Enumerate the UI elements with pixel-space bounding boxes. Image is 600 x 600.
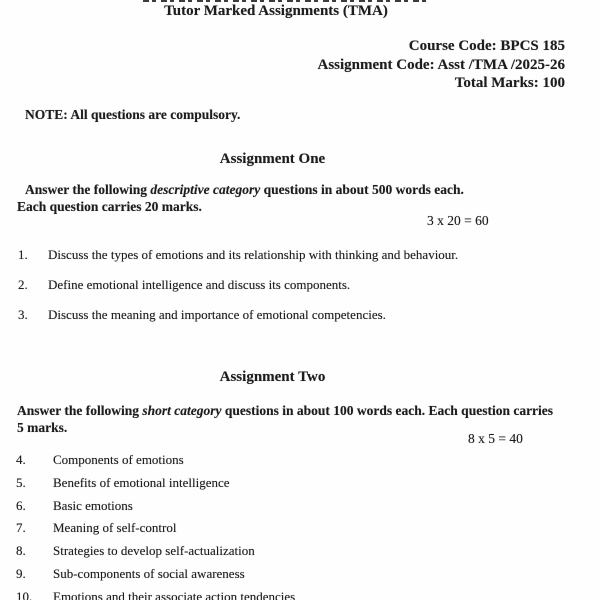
instruction-prefix: Answer the following bbox=[17, 403, 143, 418]
question-number: 2. bbox=[18, 277, 28, 292]
question-item bbox=[16, 566, 576, 589]
question-text: Strategies to develop self-actualization bbox=[53, 543, 255, 559]
course-code: Course Code: BPCS 185 bbox=[408, 38, 565, 54]
question-number: 5. bbox=[16, 474, 26, 490]
instruction-italic-phrase: descriptive category bbox=[150, 182, 261, 197]
assignment-code: Assignment Code: Asst /TMA /2025-26 bbox=[317, 56, 565, 73]
question-item bbox=[16, 589, 576, 600]
instruction-italic-phrase: short category bbox=[142, 403, 222, 418]
assignment-two-marks-formula: 8 x 5 = 40 bbox=[468, 431, 523, 446]
assignment-one-question-list bbox=[18, 247, 578, 337]
question-item bbox=[18, 247, 578, 263]
instruction-prefix: Answer the following bbox=[25, 182, 151, 197]
assignment-one-heading: Assignment One bbox=[219, 151, 326, 167]
question-text: Sub-components of social awareness bbox=[53, 565, 245, 581]
question-number: 3. bbox=[18, 307, 28, 322]
question-text: Discuss the types of emotions and its relationship with thinking and behaviour. bbox=[48, 247, 459, 262]
instruction-line1-rest: questions in about 500 words each. bbox=[260, 182, 464, 197]
instruction-line2: 5 marks. bbox=[17, 420, 68, 435]
compulsory-note: NOTE: All questions are compulsory. bbox=[25, 107, 241, 122]
question-text: Basic emotions bbox=[53, 497, 133, 513]
question-number: 1. bbox=[18, 247, 28, 262]
question-number: 9. bbox=[16, 565, 26, 581]
question-item bbox=[16, 520, 576, 543]
assignment-two-heading: Assignment Two bbox=[219, 369, 326, 385]
cropped-header-line bbox=[143, 0, 427, 2]
question-item bbox=[16, 452, 576, 475]
question-text: Define emotional intelligence and discuss its components. bbox=[48, 277, 351, 292]
document-title: Tutor Marked Assignments (TMA) bbox=[164, 3, 388, 19]
question-item bbox=[16, 498, 576, 521]
instruction-line1-rest: questions in about 100 words each. Each question carries bbox=[221, 403, 554, 418]
course-meta-block bbox=[0, 37, 565, 93]
question-item bbox=[16, 475, 576, 498]
question-number: 6. bbox=[16, 497, 26, 513]
question-item bbox=[18, 307, 578, 323]
question-number: 7. bbox=[16, 520, 26, 536]
question-number: 10. bbox=[16, 588, 33, 600]
question-item bbox=[16, 543, 576, 566]
question-text: Components of emotions bbox=[53, 452, 184, 467]
question-text: Discuss the meaning and importance of emotional competencies. bbox=[48, 307, 386, 322]
assignment-one-marks-formula: 3 x 20 = 60 bbox=[427, 213, 489, 228]
question-text: Benefits of emotional intelligence bbox=[53, 474, 230, 490]
question-text: Emotions and their associate action tendencies bbox=[53, 588, 296, 600]
question-item bbox=[18, 277, 578, 293]
question-number: 4. bbox=[16, 452, 26, 467]
total-marks: Total Marks: 100 bbox=[454, 75, 565, 91]
instruction-line2: Each question carries 20 marks. bbox=[17, 199, 202, 214]
question-number: 8. bbox=[16, 543, 26, 559]
assignment-two-question-list bbox=[16, 452, 576, 600]
question-text: Meaning of self-control bbox=[53, 520, 177, 536]
assignment-one-instruction bbox=[17, 181, 577, 215]
